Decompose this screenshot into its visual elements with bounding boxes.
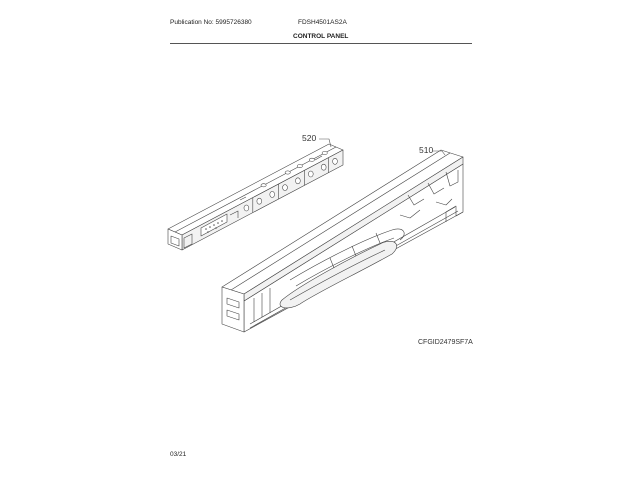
publication-number: Publication No: 5995726380 [170, 19, 252, 26]
diagram-code: CFGID2479SF7A [418, 339, 473, 346]
part-510-control-panel [222, 150, 463, 332]
callout-520: 520 [302, 133, 317, 143]
footer-date: 03/21 [170, 451, 187, 458]
callout-510: 510 [419, 145, 434, 155]
model-number: FDSH4501AS2A [298, 19, 347, 26]
section-title: CONTROL PANEL [293, 33, 349, 40]
